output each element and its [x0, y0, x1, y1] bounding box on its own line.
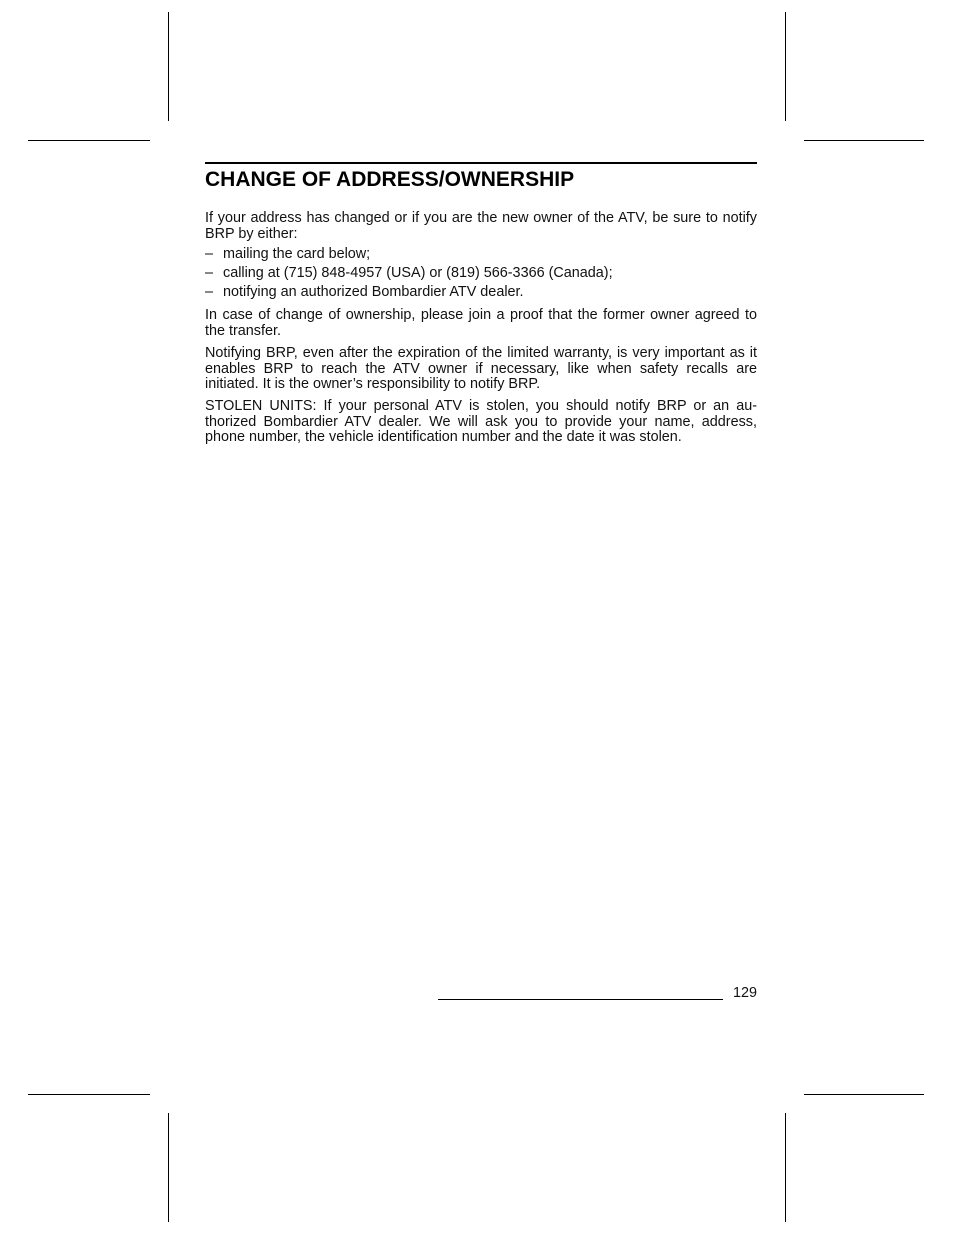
stolen-units-paragraph: STOLEN UNITS: If your personal ATV is stolen, you should notify BRP or an au-thorized Bombardier ATV dealer. We will ask you to provide your name, address, phone number, the vehicle identification number and the date it was stolen. — [205, 397, 757, 446]
page-number: 129 — [732, 985, 757, 1001]
crop-mark-bottom-right-vertical — [785, 1113, 786, 1222]
crop-mark-top-left-horizontal — [28, 140, 150, 141]
page-title: CHANGE OF ADDRESS/OWNERSHIP — [205, 168, 575, 191]
list-bullet: – — [205, 265, 214, 282]
crop-mark-bottom-right-horizontal — [804, 1094, 924, 1095]
list-item — [205, 245, 757, 264]
crop-mark-top-right-vertical — [785, 12, 786, 121]
page-content — [205, 162, 757, 452]
list-item-text: notifying an authorized Bombardier ATV dealer. — [223, 284, 524, 301]
footer-rule — [438, 999, 723, 1000]
notify-options-list — [205, 245, 757, 302]
ownership-paragraph: In case of change of ownership, please join a proof that the former owner agreed to the transfer. — [205, 307, 757, 340]
intro-paragraph: If your address has changed or if you are the new owner of the ATV, be sure to notify BRP by either: — [205, 210, 757, 242]
list-bullet: – — [205, 284, 214, 301]
list-item-text: mailing the card below; — [223, 246, 371, 263]
crop-mark-bottom-left-horizontal — [28, 1094, 150, 1095]
crop-mark-top-left-vertical — [168, 12, 169, 121]
crop-mark-top-right-horizontal — [804, 140, 924, 141]
list-bullet: – — [205, 246, 214, 263]
crop-mark-bottom-left-vertical — [168, 1113, 169, 1222]
list-item — [205, 264, 757, 283]
page-footer — [438, 984, 757, 1004]
list-item — [205, 283, 757, 302]
warranty-paragraph: Notifying BRP, even after the expiration of the limited warranty, is very important as it enables BRP to reach the ATV owner if necessary, like when safety recalls are initiated. It is the owner’s responsibility to notify BRP. — [205, 344, 757, 393]
list-item-text: calling at (715) 848-4957 (USA) or (819) 566-3366 (Canada); — [223, 265, 613, 282]
title-rule — [205, 162, 757, 164]
